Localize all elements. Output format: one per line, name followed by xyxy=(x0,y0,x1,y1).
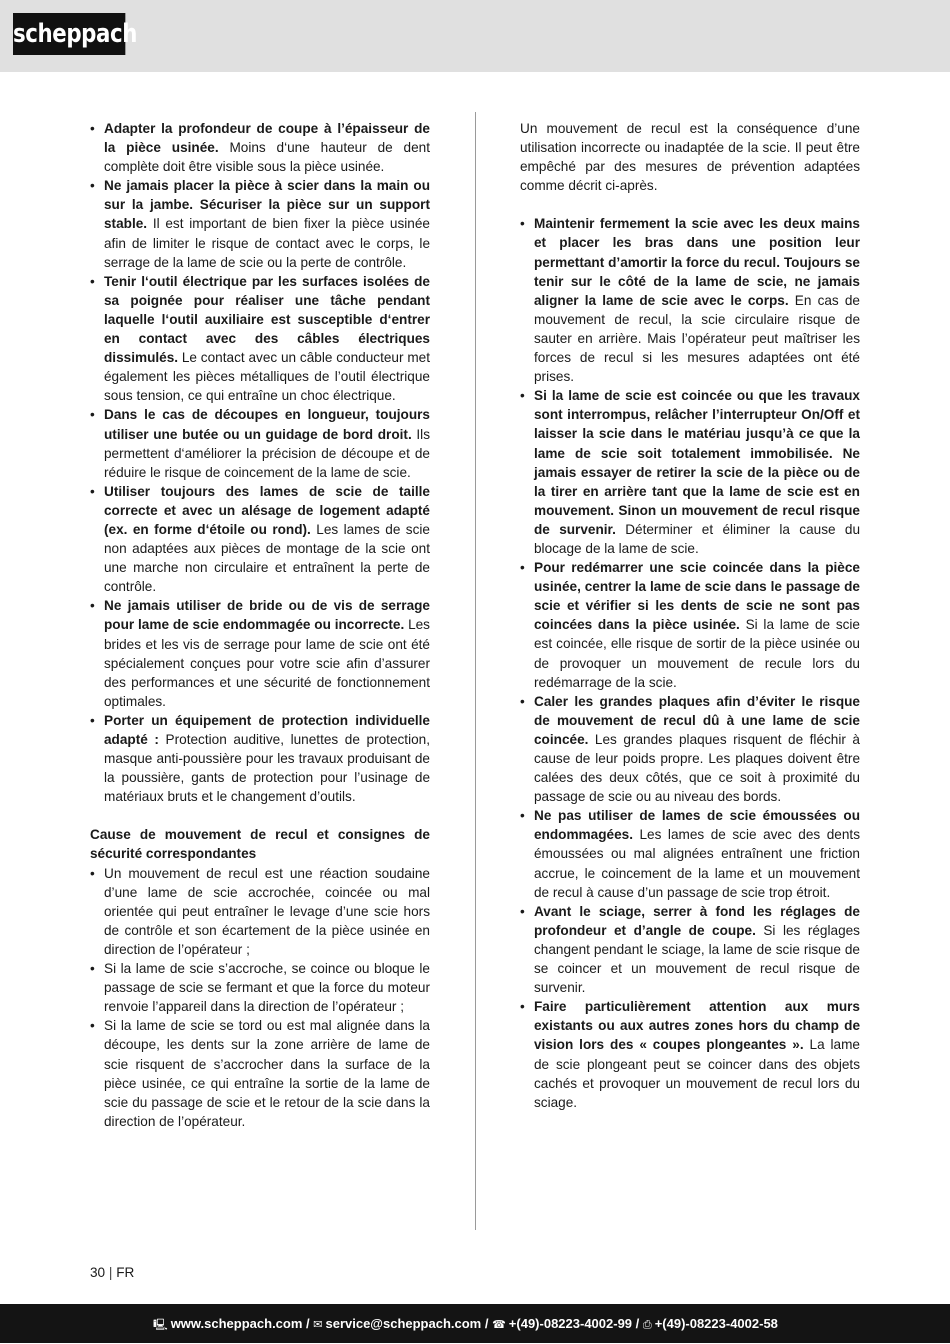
item-bold-text: Porter un équipement de protection individuelle adapté : xyxy=(104,712,430,747)
list-item xyxy=(90,272,430,406)
intro-paragraph: Un mouvement de recul est la conséquence d’une utilisation incorrecte ou inadaptée de la scie. Il peut être empêché par des mesures de prévention adaptées comme décrit ci-après. xyxy=(520,121,860,194)
list-item xyxy=(90,1016,430,1131)
list-item xyxy=(520,902,860,997)
item-text: La lame de scie plongeant peut se coincer dans des objets cachés et provoquer un mouvement de recul lors du sciage. xyxy=(534,1037,860,1110)
item-text: Les brides et les vis de serrage pour lame de scie ont été spécialement conçues pour votre scie afin d’assurer des performances et une sécurité de fonctionnement optimales. xyxy=(104,617,430,709)
item-text: Si la lame de scie s’accroche, se coince ou bloque le passage de scie se fermant et que la force du moteur renvoie l’appareil dans la direction de l’opérateur ; xyxy=(104,961,430,1015)
footer-phone: +(49)-08223-4002-99 xyxy=(508,1316,633,1331)
left-column xyxy=(90,119,430,1131)
footer-contact xyxy=(153,1304,778,1344)
page-header xyxy=(0,0,950,72)
item-bold-text: Ne pas utiliser de lames de scie émoussées ou endommagées. xyxy=(534,808,860,843)
bullet-list-kickback-prevention xyxy=(520,214,860,1111)
spacer xyxy=(520,195,860,214)
list-item xyxy=(520,386,860,558)
fax-icon: ⎙ xyxy=(642,1318,652,1331)
list-item xyxy=(90,864,430,959)
list-item xyxy=(520,692,860,807)
item-text: Ils permettent d‘améliorer la précision de découpe et de réduire le risque de coincement de la lame de scie. xyxy=(104,426,430,480)
item-bold-text: Avant le sciage, serrer à fond les réglages de profondeur et d’angle de coupe. xyxy=(534,903,860,938)
item-text: Si la lame de scie se tord ou est mal alignée dans la découpe, les dents sur la zone arrière de lame de scie risquent de s’accrocher dans la surface de la pièce usinée, ce qui entraîne la sortie de la lame de scie du passage de scie et le retour de la scie dans la direction de l’opérateur. xyxy=(104,1018,430,1129)
page-language: FR xyxy=(116,1265,135,1280)
item-bold-text: Ne jamais utiliser de bride ou de vis de serrage pour lame de scie endommagée ou incorrecte. xyxy=(104,598,430,633)
page-number-value: 30 xyxy=(90,1265,106,1280)
item-bold-text: Utiliser toujours des lames de scie de taille correcte et avec un alésage de logement adapté (ex. en forme d‘étoile ou rond). xyxy=(104,483,430,537)
list-item xyxy=(520,806,860,901)
item-bold-text: Dans le cas de découpes en longueur, toujours utiliser une butée ou un guidage de bord droit. xyxy=(104,407,430,442)
item-bold-text: Ne jamais placer la pièce à scier dans la main ou sur la jambe. Sécuriser la pièce sur un support stable. xyxy=(104,178,430,232)
item-text: Les lames de scie non adaptées aux pièces de montage de la scie ont une marche non circulaire et entraînent la perte de contrôle. xyxy=(104,521,430,595)
page-number-separator: | xyxy=(108,1265,113,1280)
item-bold-text: Si la lame de scie est coincée ou que les travaux sont interrompus, relâcher l’interrupteur On/Off et laisser la scie dans le matériau jusqu’à ce que la lame de scie soit totalement immobilisée. Ne jamais essayer de retirer la scie de la pièce ou de la tirer en arrière tant que la lame de scie est en mouvement. Sinon un mouvement de recul risque de survenir. xyxy=(534,388,860,537)
item-bold-text: Tenir l‘outil électrique par les surfaces isolées de sa poignée pour réaliser une tâche pendant laquelle l‘outil auxiliaire est susceptible d‘entrer en contact avec des câbles électriques dissimulés. xyxy=(104,273,430,366)
item-bold-text: Caler les grandes plaques afin d’éviter le risque de mouvement de recul dû à une lame de scie coincée. xyxy=(534,693,860,747)
list-item xyxy=(90,405,430,481)
bullet-list-safety xyxy=(90,119,430,806)
item-text: Il est important de bien fixer la pièce usinée afin de limiter le risque de contact avec le corps, le serrage de la lame de scie ou la perte de contrôle. xyxy=(104,216,430,270)
brand-logo: scheppach xyxy=(13,13,125,55)
page-number xyxy=(90,1265,134,1280)
list-item xyxy=(520,558,860,692)
item-text: Moins d‘une hauteur de dent complète doit être visible sous la pièce usinée. xyxy=(104,140,430,175)
item-text: Le contact avec un câble conducteur met également les pièces métalliques de l’outil électrique sous tension, ce qui entraîne un choc électrique. xyxy=(104,350,430,404)
list-item xyxy=(90,596,430,711)
item-text: Protection auditive, lunettes de protection, masque anti-poussière pour les travaux produisant de la poussière, gants de protection pour l’usinage de matériaux bruts et le changement d’outils. xyxy=(104,732,430,805)
section-heading: Cause de mouvement de recul et consignes de sécurité correspondantes xyxy=(90,827,430,862)
spacer xyxy=(90,806,430,825)
item-bold-text: Maintenir fermement la scie avec les deux mains et placer les bras dans une position leur permettant d’amortir la force du recul. Toujours se tenir sur le côté de la lame de scie, ne jamais aligner la lame de scie avec le corps. xyxy=(534,216,860,308)
list-item xyxy=(520,997,860,1112)
telephone-icon: ☎ xyxy=(492,1318,506,1331)
item-text: En cas de mouvement de recul, la scie circulaire risque de sauter en arrière. Mais l’opérateur peut maîtriser les forces de recul si les mesures adaptées ont été prises. xyxy=(534,292,860,385)
list-item xyxy=(90,176,430,271)
footer-separator: / xyxy=(302,1316,314,1331)
list-item xyxy=(90,959,430,1016)
list-item xyxy=(90,711,430,806)
item-text: Les grandes plaques risquent de fléchir à cause de leur poids propre. Les plaques doivent être calées des deux côtés, que ce soit à proximité du passage de scie ou au niveau des bords. xyxy=(534,731,860,805)
item-text: Les lames de scie avec des dents émoussées ou mal alignées entraînent une friction accrue, le coincement de la lame et un mouvement de recul à cause d’un passage de scie trop étroit. xyxy=(534,827,860,900)
page-footer xyxy=(0,1304,950,1343)
item-text: Un mouvement de recul est une réaction soudaine d’une lame de scie accrochée, coincée ou mal orientée qui peut entraîner le levage d’une scie hors de contrôle et son écartement de la pièce usinée en direction de l’opérateur ; xyxy=(104,865,430,957)
computer-icon: 🖳 xyxy=(153,1318,168,1331)
item-text: Si la lame de scie est coincée, elle risque de sortir de la pièce usinée ou de provoquer un mouvement de recule lors du redémarrage de la scie. xyxy=(534,617,860,690)
footer-separator: / xyxy=(632,1316,643,1331)
item-bold-text: Pour redémarrer une scie coincée dans la pièce usinée, centrer la lame de scie dans le passage de scie et vérifier si les dents de scie ne sont pas coincées dans la pièce usinée. xyxy=(534,560,860,633)
item-bold-text: Faire particulièrement attention aux murs existants ou aux autres zones hors du champ de vision lors des « coupes plongeantes ». xyxy=(534,999,860,1053)
list-item xyxy=(90,482,430,597)
envelope-icon: ✉ xyxy=(313,1318,323,1331)
list-item xyxy=(90,119,430,176)
footer-website-link[interactable]: www.scheppach.com xyxy=(170,1316,303,1331)
column-divider xyxy=(475,112,476,1230)
item-bold-text: Adapter la profondeur de coupe à l’épaisseur de la pièce usinée. xyxy=(104,121,430,156)
footer-email-link[interactable]: service@scheppach.com xyxy=(325,1316,482,1331)
right-column xyxy=(520,119,860,1112)
list-item xyxy=(520,214,860,386)
item-text: Si les réglages changent pendant le sciage, la lame de scie risque de se coincer et un mouvement de recul risque de survenir. xyxy=(534,922,860,996)
bullet-list-kickback-causes xyxy=(90,864,430,1131)
footer-fax: +(49)-08223-4002-58 xyxy=(654,1316,778,1331)
footer-separator: / xyxy=(481,1316,493,1331)
item-text: Déterminer et éliminer la cause du blocage de la lame de scie. xyxy=(534,521,861,556)
